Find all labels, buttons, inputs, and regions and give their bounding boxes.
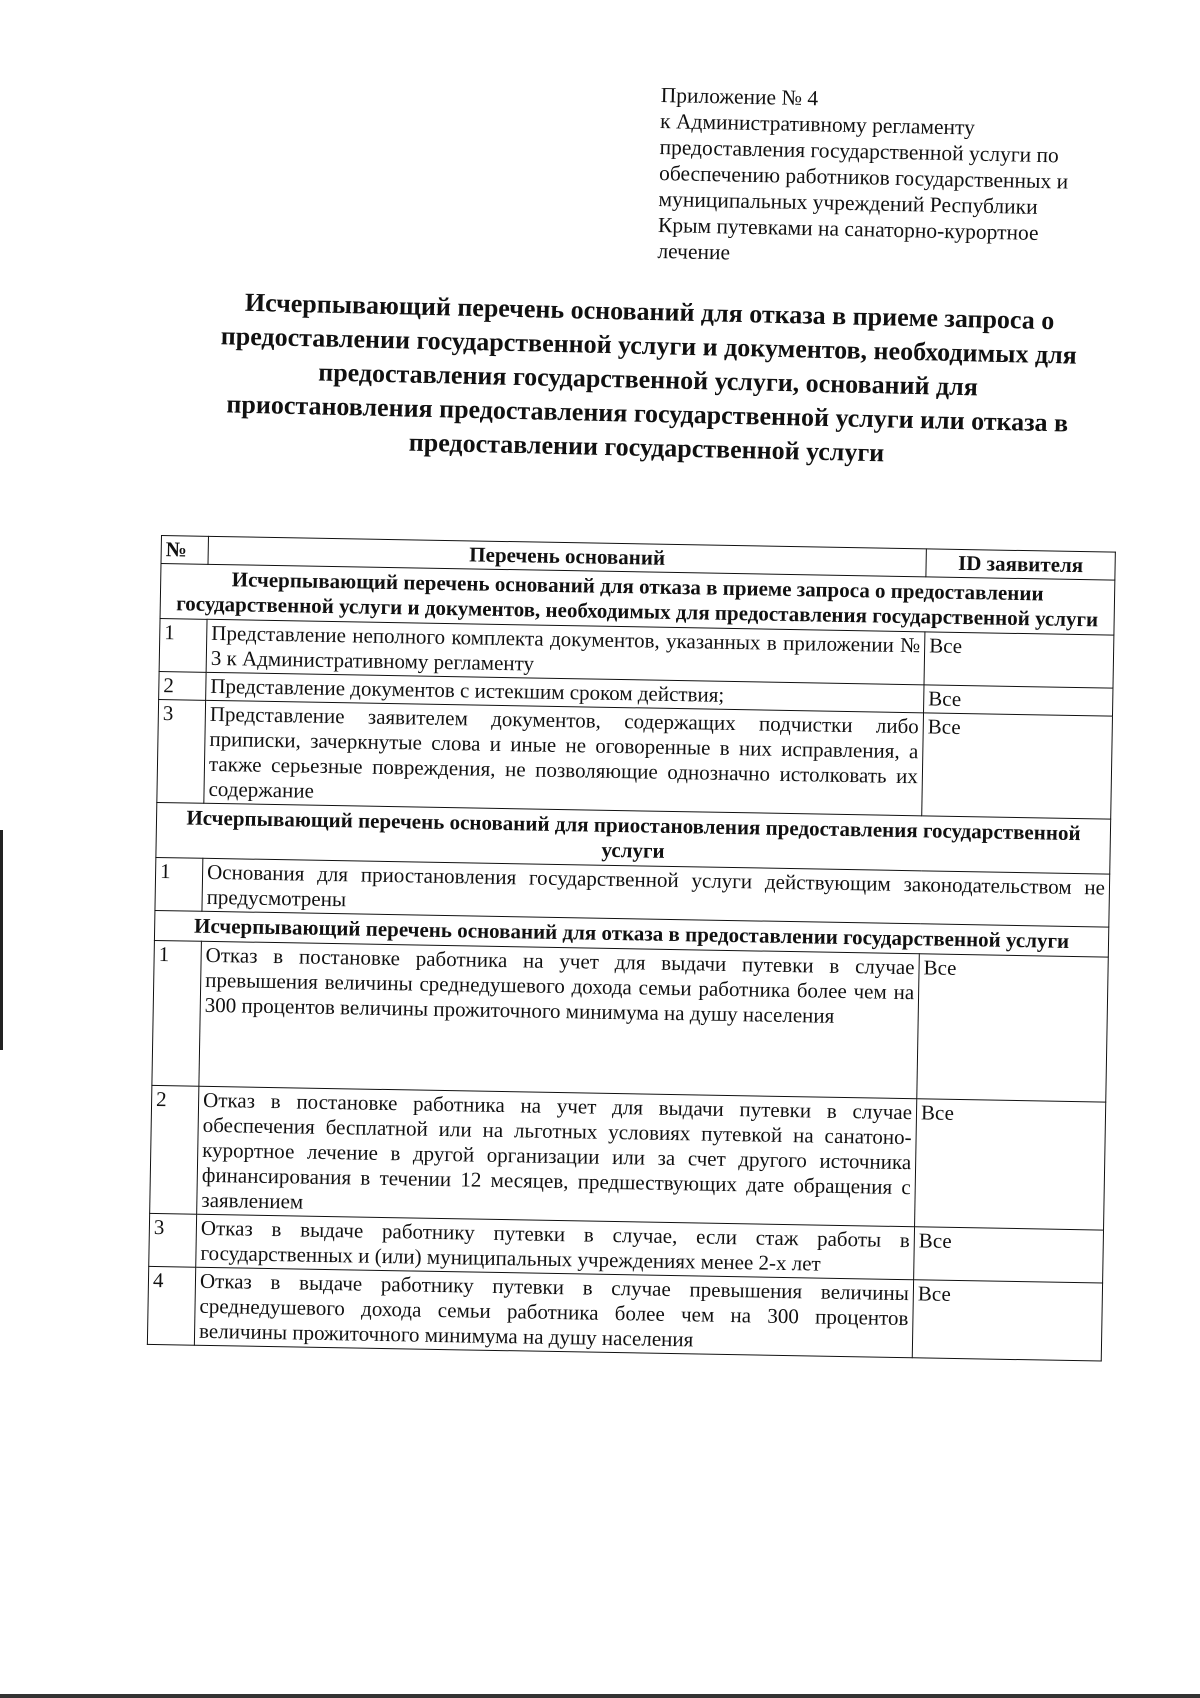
appendix-line: Приложение № 4	[660, 82, 819, 111]
section-title: Исчерпывающий перечень оснований для приостановления предоставления государственной услуги	[156, 802, 1111, 874]
row-num: 3	[157, 699, 206, 803]
row-applicant-id: Все	[924, 632, 1114, 688]
row-applicant-id: Все	[914, 1227, 1104, 1283]
row-num: 4	[147, 1266, 195, 1345]
title-line: приостановления предоставления государственной услуги или отказа в	[226, 389, 1069, 438]
row-reason: Основания для приостановления государственной услуги действующим законодательством не предусмотрены	[202, 858, 1110, 927]
grounds-table	[147, 535, 1116, 1362]
row-num: 2	[150, 1085, 199, 1214]
row-applicant-id: Все	[915, 1099, 1106, 1230]
row-num: 1	[159, 618, 207, 672]
grounds-table-wrapper	[147, 535, 1116, 1362]
table-row	[152, 940, 1108, 1102]
appendix-note	[657, 82, 1131, 274]
title-line: предоставления государственной услуги, оснований для	[317, 357, 979, 402]
table-row	[150, 1085, 1106, 1230]
scan-edge-bottom	[0, 1694, 1200, 1698]
title-line: предоставлении государственной услуги и документов, необходимых для	[220, 321, 1078, 370]
appendix-line: лечение	[657, 238, 731, 265]
appendix-line: предоставления государственной услуги по	[659, 134, 1060, 168]
scan-edge-left	[0, 830, 3, 1050]
header-reasons: Перечень оснований	[208, 536, 926, 577]
row-num: 3	[149, 1213, 197, 1267]
title-line: предоставлении государственной услуги	[408, 427, 885, 468]
row-num: 1	[155, 857, 203, 911]
section-title: Исчерпывающий перечень оснований для отказа в предоставлении государственной услуги	[154, 910, 1108, 957]
row-reason: Представление неполного комплекта документов, указанных в приложении № 3 к Административному регламенту	[206, 619, 925, 685]
header-num: №	[161, 536, 208, 565]
appendix-line: к Административному регламенту	[659, 108, 976, 140]
row-reason: Отказ в выдаче работнику путевки в случае превышения величины среднедушевого дохода семьи работника более чем на 300 процентов величины прожиточного минимума на душу населения	[194, 1267, 913, 1358]
row-num: 1	[152, 940, 202, 1086]
row-reason: Отказ в постановке работника на учет для выдачи путевки в случае обеспечения бесплатной или на льготных условиях путевкой на санатоно-курортное лечение в другой организации или за счет другого источника финансирования в течении 12 месяцев, предшествующих дате обращения с заявлением	[197, 1086, 917, 1227]
title-line: Исчерпывающий перечень оснований для отказа в приеме запроса о	[244, 287, 1055, 336]
appendix-line: Крым путевками на санаторно-курортное	[657, 212, 1039, 245]
row-reason: Представление документов с истекшим сроком действия;	[206, 672, 924, 713]
document-title	[156, 284, 1140, 476]
row-applicant-id: Все	[922, 713, 1113, 819]
appendix-line: муниципальных учреждений Республики	[658, 186, 1038, 219]
row-applicant-id: Все	[912, 1280, 1102, 1361]
row-reason: Отказ в выдаче работнику путевки в случае, если стаж работы в государственных и (или) муниципальных учреждениях менее 2-х лет	[196, 1214, 915, 1280]
row-applicant-id: Все	[917, 954, 1109, 1102]
header-id: ID заявителя	[926, 549, 1115, 580]
row-reason: Представление заявителем документов, содержащих подчистки либо приписки, зачеркнутые слова и иные не оговоренные в них исправления, а также серьезные повреждения, не позволяющие однозначно истолковать их содержание	[204, 700, 924, 816]
row-num: 2	[159, 671, 206, 700]
table-row	[147, 1266, 1102, 1361]
table-row	[157, 699, 1113, 819]
row-reason: Отказ в постановке работника на учет для выдачи путевки в случае превышения величины среднедушевого дохода семьи работника более чем на 300 процентов величины прожиточного минимума на душу населения	[199, 941, 919, 1099]
appendix-line: обеспечению работников государственных и	[658, 160, 1069, 194]
section-title: Исчерпывающий перечень оснований для отказа в приеме запроса о предоставлении государственной услуги и документов, необходимых для предоставления государственной услуги	[160, 564, 1115, 636]
row-applicant-id: Все	[924, 685, 1113, 716]
